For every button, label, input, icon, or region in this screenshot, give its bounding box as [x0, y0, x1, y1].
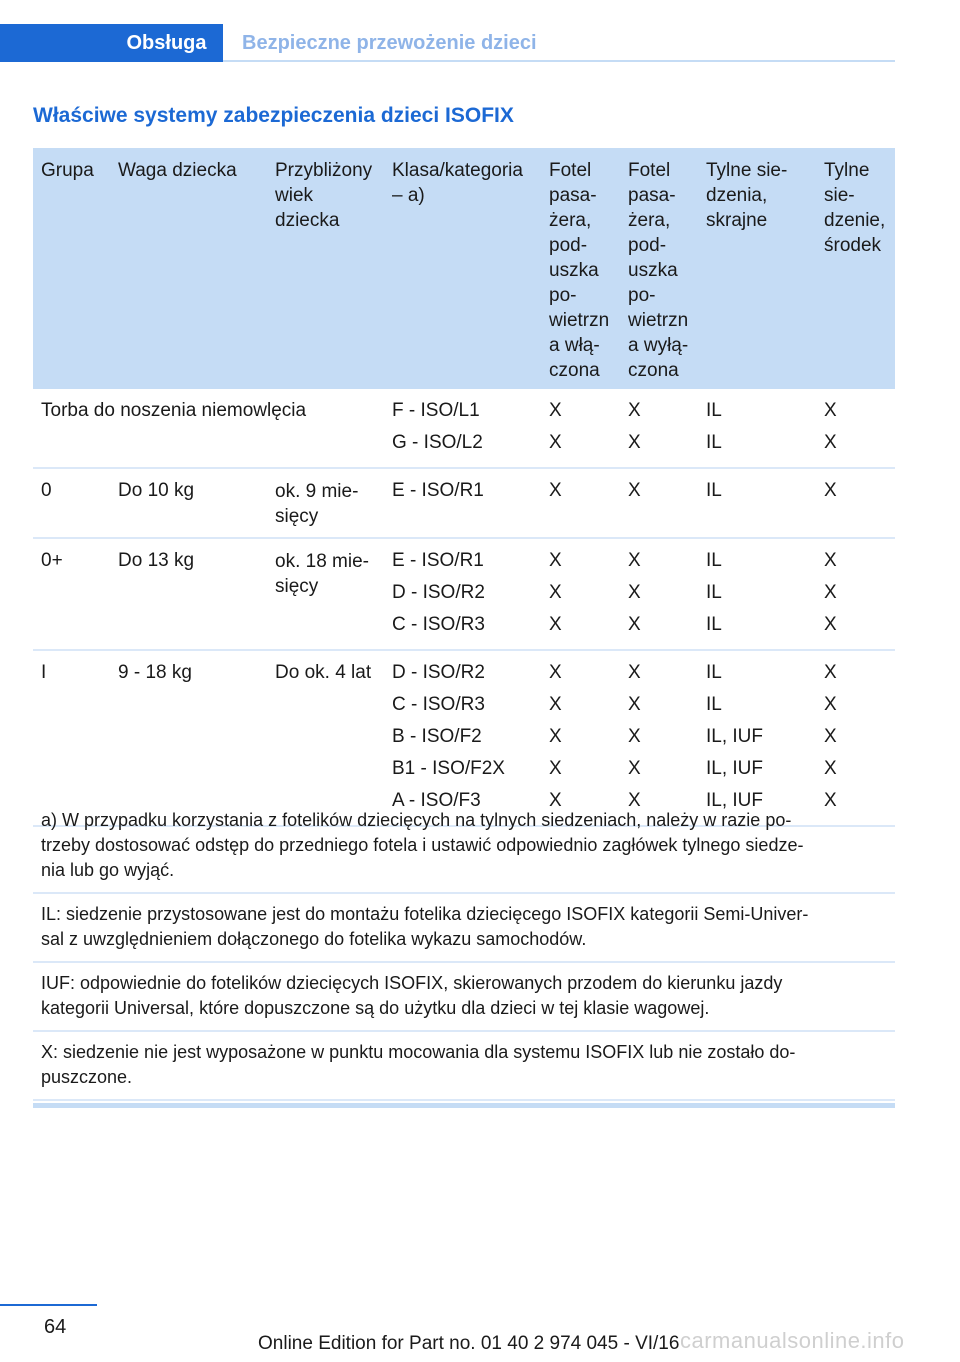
cell-front-airbag-off: X	[628, 480, 641, 501]
column-header-weight: Waga dziecka	[118, 160, 237, 181]
cell-rear-outer: IL IL IL, IUF IL, IUF IL, IUF	[706, 662, 764, 811]
cell-front-airbag-on: X	[549, 480, 562, 501]
cell-front-airbag-off: X X X	[628, 550, 641, 635]
chapter-header	[0, 24, 895, 62]
tab-obsluga[interactable]: Obsługa	[0, 24, 223, 62]
cell-class: D - ISO/R2 C - ISO/R3 B - ISO/F2 B1 - ISO/F2X A - ISO/F3	[392, 662, 505, 811]
cell-rear-middle: X X X X X	[824, 662, 837, 811]
column-header-group: Grupa	[41, 160, 94, 181]
page-number: 64	[44, 1316, 67, 1338]
isofix-table	[33, 148, 895, 827]
page-title: Właściwe systemy zabezpieczenia dzieci ISOFIX	[33, 104, 514, 127]
table-end-rule	[33, 1103, 895, 1108]
cell-rear-outer: IL IL	[706, 400, 722, 453]
cell-group: Torba do noszenia niemowlęcia	[41, 400, 307, 421]
cell-age: ok. 9 mie- sięcy	[275, 481, 359, 527]
cell-front-airbag-off: X X X X X	[628, 662, 641, 811]
footnote-a: a) W przypadku korzystania z fotelików dziecięcych na tylnych siedzeniach, należy w razie po- trzeby dostosować odstęp do przedniego fotela i ustawić odpowiednio zagłówek tylnego siedze- nia lub go wyjąć.	[33, 800, 895, 894]
footnote-x: X: siedzenie nie jest wyposażone w punktu mocowania dla systemu ISOFIX lub nie zostało do- puszczone.	[33, 1032, 895, 1101]
table-header-row	[33, 148, 895, 389]
column-header-age: Przybliżony wiek dziecka	[275, 160, 373, 231]
cell-class: E - ISO/R1	[392, 480, 484, 501]
tab-section-title[interactable]: Bezpieczne przewożenie dzieci	[242, 32, 537, 54]
cell-class: E - ISO/R1 D - ISO/R2 C - ISO/R3	[392, 550, 485, 635]
cell-rear-outer: IL	[706, 480, 722, 501]
cell-group: 0	[41, 480, 52, 501]
cell-rear-middle: X	[824, 480, 837, 501]
header-rule	[223, 60, 895, 62]
cell-age: Do ok. 4 lat	[275, 662, 372, 683]
cell-rear-middle: X X X	[824, 550, 837, 635]
column-header-rear-middle: Tylne sie- dzenie, środek	[824, 160, 886, 256]
cell-front-airbag-off: X X	[628, 400, 641, 453]
cell-front-airbag-on: X X	[549, 400, 562, 453]
cell-rear-outer: IL IL IL	[706, 550, 722, 635]
watermark: carmanualsonline.info	[680, 1328, 905, 1353]
cell-weight: 9 - 18 kg	[118, 662, 192, 683]
cell-class: F - ISO/L1 G - ISO/L2	[392, 400, 483, 453]
column-header-front-airbag-off: Fotel pasa- żera, pod- uszka po- wietrzn a wyłą- czona	[628, 160, 689, 381]
table-footnotes	[33, 800, 895, 1108]
cell-front-airbag-on: X X X	[549, 550, 562, 635]
cell-weight: Do 10 kg	[118, 480, 195, 501]
footnote-il: IL: siedzenie przystosowane jest do montażu fotelika dziecięcego ISOFIX kategorii Semi-Univer- sal z uwzględnieniem dołączonego do fotelika wykazu samochodów.	[33, 894, 895, 963]
edition-footer: Online Edition for Part no. 01 40 2 974 045 - VI/16	[258, 1333, 680, 1354]
column-header-class: Klasa/kategoria – a)	[392, 160, 523, 206]
page-number-rule	[0, 1304, 97, 1306]
footnote-iuf: IUF: odpowiednie do fotelików dziecięcych ISOFIX, skierowanych przodem do kierunku jazdy kategorii Universal, które dopuszczone są do użytku dla dzieci w tej klasie wagowej.	[33, 963, 895, 1032]
cell-group: I	[41, 662, 47, 683]
cell-front-airbag-on: X X X X X	[549, 662, 562, 811]
cell-rear-middle: X X	[824, 400, 837, 453]
column-header-front-airbag-on: Fotel pasa- żera, pod- uszka po- wietrzn a włą- czona	[549, 160, 610, 381]
cell-weight: Do 13 kg	[118, 550, 195, 571]
table-row	[33, 539, 895, 651]
column-header-rear-outer: Tylne sie- dzenia, skrajne	[706, 160, 788, 231]
cell-age: ok. 18 mie- sięcy	[275, 551, 369, 597]
cell-group: 0+	[41, 550, 63, 571]
table-row	[33, 469, 895, 539]
table-row	[33, 389, 895, 469]
